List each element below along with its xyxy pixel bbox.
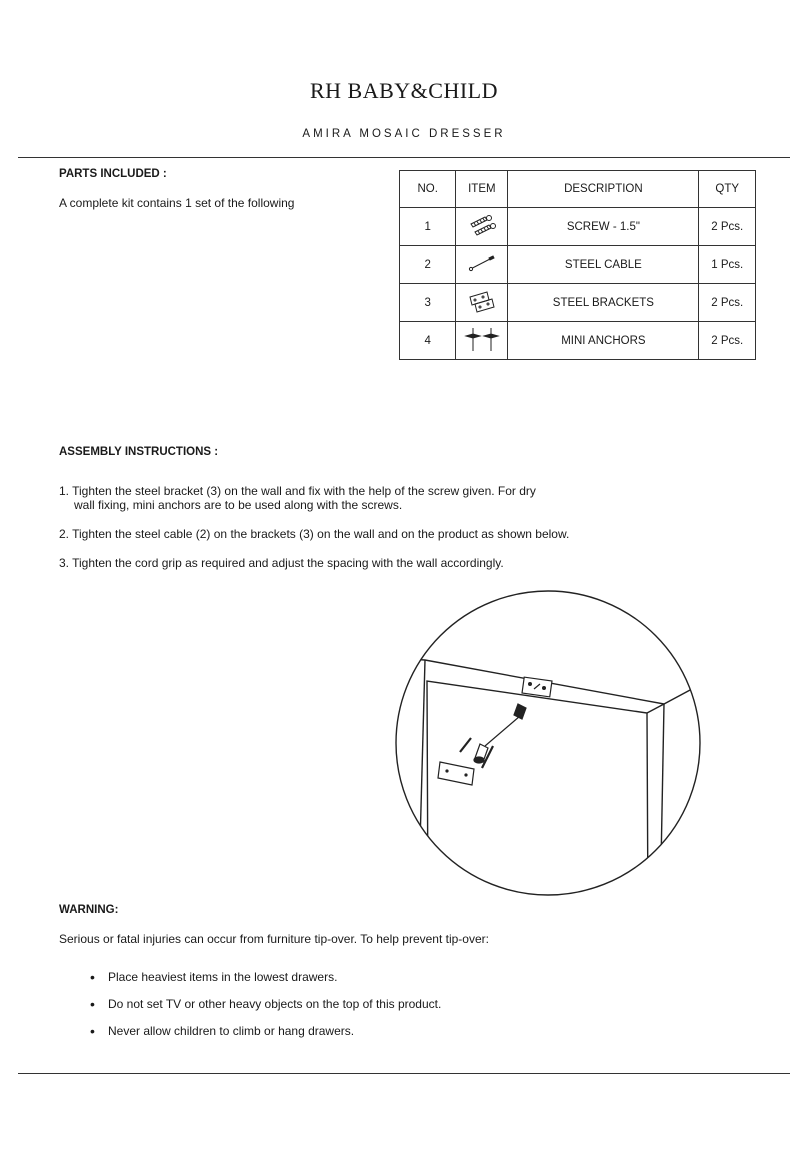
warning-heading: WARNING: <box>59 904 119 916</box>
installation-detail-diagram <box>390 578 720 918</box>
row-no: 1 <box>400 208 456 246</box>
table-row <box>400 322 756 360</box>
table-row <box>400 208 756 246</box>
parts-table <box>399 170 756 360</box>
row-description: SCREW - 1.5" <box>508 208 699 246</box>
assembly-step-3: 3. Tighten the cord grip as required and adjust the spacing with the wall accordingly. <box>59 556 504 570</box>
screw-icon <box>456 208 508 246</box>
row-no: 4 <box>400 322 456 360</box>
steel-brackets-icon <box>456 284 508 322</box>
brand-logo: RH BABY&CHILD <box>309 78 498 103</box>
row-qty: 2 Pcs. <box>699 284 756 322</box>
list-item: • Do not set TV or other heavy objects on the top of this product. <box>90 997 441 1024</box>
assembly-heading: ASSEMBLY INSTRUCTIONS : <box>59 446 219 458</box>
bottom-divider <box>18 1073 790 1074</box>
table-row <box>400 284 756 322</box>
column-header-description: DESCRIPTION <box>508 171 699 208</box>
list-item: • Never allow children to climb or hang drawers. <box>90 1024 441 1051</box>
column-header-item: ITEM <box>456 171 508 208</box>
mini-anchors-icon <box>456 322 508 360</box>
warning-list <box>90 970 441 1051</box>
assembly-step-1: 1. Tighten the steel bracket (3) on the wall and fix with the help of the screw given. For dry <box>59 484 536 498</box>
row-description: MINI ANCHORS <box>508 322 699 360</box>
steel-cable-icon <box>456 246 508 284</box>
column-header-qty: QTY <box>699 171 756 208</box>
table-header-row <box>400 171 756 208</box>
top-divider <box>18 157 790 158</box>
assembly-step-1-continued: wall fixing, mini anchors are to be used along with the screws. <box>74 498 403 512</box>
row-description: STEEL BRACKETS <box>508 284 699 322</box>
row-qty: 2 Pcs. <box>699 322 756 360</box>
column-header-no: NO. <box>400 171 456 208</box>
warning-text: Serious or fatal injuries can occur from furniture tip-over. To help prevent tip-over: <box>59 932 489 946</box>
row-no: 3 <box>400 284 456 322</box>
row-description: STEEL CABLE <box>508 246 699 284</box>
assembly-step-2: 2. Tighten the steel cable (2) on the brackets (3) on the wall and on the product as shown below. <box>59 527 570 541</box>
list-item: • Place heaviest items in the lowest drawers. <box>90 970 441 997</box>
parts-intro: A complete kit contains 1 set of the following <box>59 196 295 210</box>
page-title: AMIRA MOSAIC DRESSER <box>302 128 506 140</box>
table-row <box>400 246 756 284</box>
row-qty: 1 Pcs. <box>699 246 756 284</box>
row-no: 2 <box>400 246 456 284</box>
row-qty: 2 Pcs. <box>699 208 756 246</box>
parts-heading: PARTS INCLUDED : <box>59 168 167 180</box>
